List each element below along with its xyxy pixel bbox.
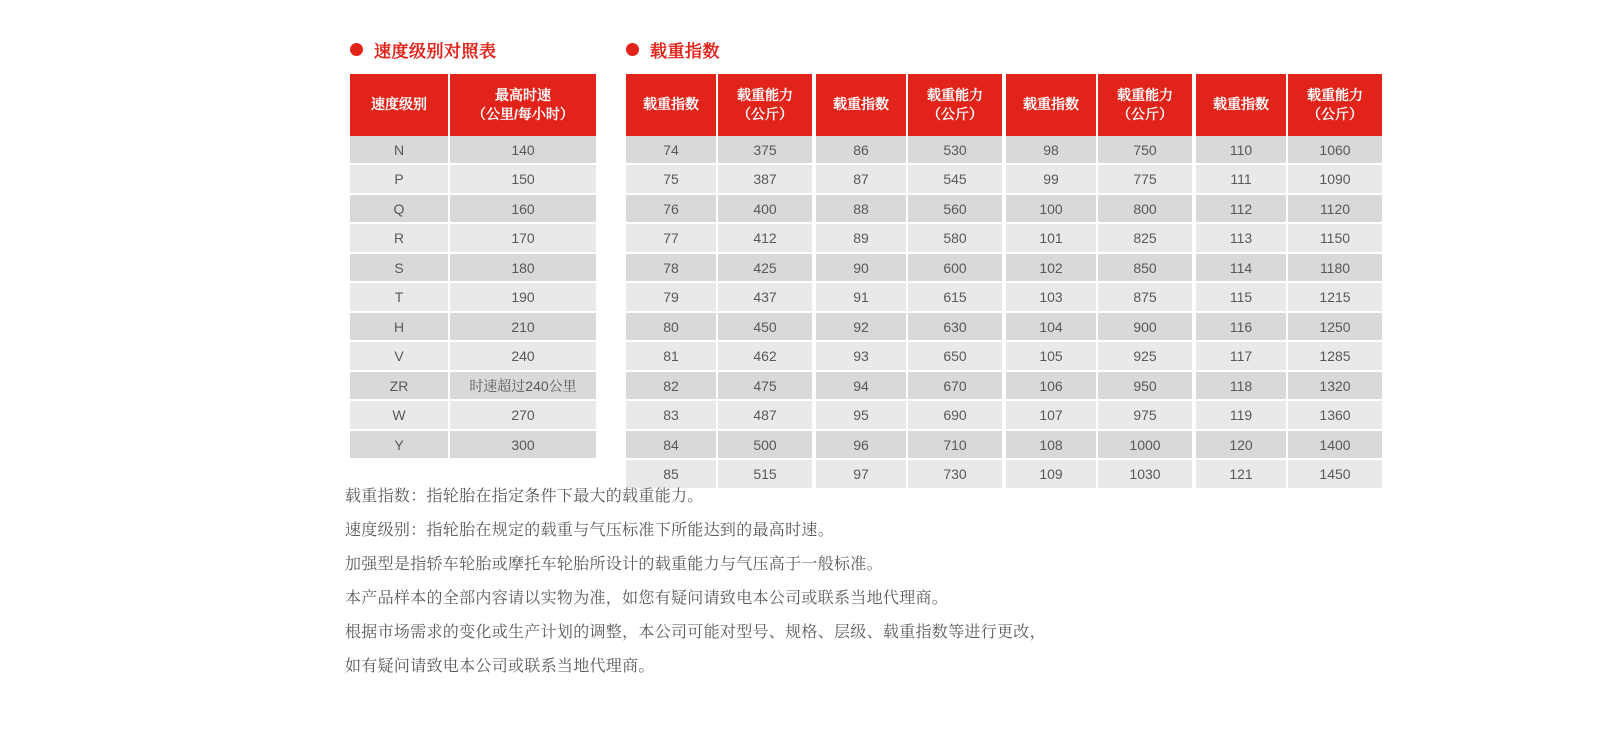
tables-container [350,34,1382,488]
load-header-capacity-line1: 载重能力 [1307,87,1363,103]
load-index-title [626,34,1382,64]
load-capacity-cell: 387 [717,164,814,194]
load-index-cell: 93 [814,341,907,371]
speed-value-cell: 300 [449,430,596,459]
load-capacity-cell: 1150 [1287,223,1382,253]
load-capacity-cell: 850 [1097,253,1194,283]
load-index-cell: 101 [1004,223,1097,253]
load-index-cell: 102 [1004,253,1097,283]
load-index-cell: 89 [814,223,907,253]
note-line: 根据市场需求的变化或生产计划的调整，本公司可能对型号、规格、层级、载重指数等进行更改， [345,624,1046,641]
speed-table-head [350,74,596,136]
load-index-cell: 109 [1004,459,1097,488]
note-line: 本产品样本的全部内容请以实物为准，如您有疑问请致电本公司或联系当地代理商。 [345,590,949,607]
load-capacity-cell: 462 [717,341,814,371]
load-capacity-cell: 670 [907,371,1004,401]
load-index-cell: 90 [814,253,907,283]
speed-grade-cell: W [350,400,449,430]
load-index-cell: 105 [1004,341,1097,371]
load-index-cell: 115 [1194,282,1287,312]
load-capacity-cell: 775 [1097,164,1194,194]
speed-grade-cell: V [350,341,449,371]
table-row [626,282,1382,312]
load-index-cell: 80 [626,312,717,342]
load-capacity-cell: 975 [1097,400,1194,430]
table-row [350,400,596,430]
speed-value-cell: 180 [449,253,596,283]
load-index-cell: 100 [1004,194,1097,224]
load-index-cell: 106 [1004,371,1097,401]
load-capacity-cell: 1360 [1287,400,1382,430]
table-row [350,164,596,194]
load-capacity-cell: 825 [1097,223,1194,253]
load-header-capacity-line2: （公斤） [737,105,793,122]
table-row [626,400,1382,430]
load-capacity-cell: 750 [1097,136,1194,165]
load-header-capacity-line2: （公斤） [927,105,983,122]
load-header-capacity-line1: 载重能力 [927,87,983,103]
load-index-cell: 87 [814,164,907,194]
load-capacity-cell: 450 [717,312,814,342]
load-capacity-cell: 1000 [1097,430,1194,460]
load-capacity-cell: 690 [907,400,1004,430]
load-index-cell: 114 [1194,253,1287,283]
speed-value-cell: 170 [449,223,596,253]
load-capacity-cell: 800 [1097,194,1194,224]
speed-rating-block [350,34,596,458]
table-row [626,341,1382,371]
table-row [626,253,1382,283]
table-row [626,136,1382,165]
load-capacity-cell: 1090 [1287,164,1382,194]
load-index-table [626,74,1382,488]
speed-grade-cell: T [350,282,449,312]
table-row [626,164,1382,194]
speed-table-body [350,136,596,459]
load-index-cell: 78 [626,253,717,283]
load-index-cell: 121 [1194,459,1287,488]
load-capacity-cell: 600 [907,253,1004,283]
load-capacity-cell: 1250 [1287,312,1382,342]
load-index-cell: 97 [814,459,907,488]
speed-grade-cell: H [350,312,449,342]
load-capacity-cell: 1320 [1287,371,1382,401]
load-index-cell: 112 [1194,194,1287,224]
table-row [350,371,596,401]
load-table-head [626,74,1382,136]
speed-value-cell: 240 [449,341,596,371]
load-capacity-cell: 487 [717,400,814,430]
table-row [626,223,1382,253]
load-index-cell: 118 [1194,371,1287,401]
load-index-cell: 103 [1004,282,1097,312]
speed-grade-cell: R [350,223,449,253]
table-row [626,430,1382,460]
load-header-capacity [907,74,1004,136]
table-header-row [626,74,1382,136]
load-index-cell: 81 [626,341,717,371]
load-capacity-cell: 630 [907,312,1004,342]
speed-grade-cell: N [350,136,449,165]
table-row [626,371,1382,401]
load-capacity-cell: 500 [717,430,814,460]
load-capacity-cell: 900 [1097,312,1194,342]
load-header-capacity-line2: （公斤） [1307,105,1363,122]
speed-value-cell: 270 [449,400,596,430]
load-index-cell: 84 [626,430,717,460]
table-header-row [350,74,596,136]
load-capacity-cell: 580 [907,223,1004,253]
load-capacity-cell: 475 [717,371,814,401]
load-index-cell: 117 [1194,341,1287,371]
table-row [350,312,596,342]
load-capacity-cell: 875 [1097,282,1194,312]
speed-grade-cell: ZR [350,371,449,401]
speed-header-max-speed-line2: （公里/每小时） [472,105,574,122]
load-capacity-cell: 560 [907,194,1004,224]
speed-rating-table [350,74,596,458]
speed-value-cell: 160 [449,194,596,224]
speed-grade-cell: P [350,164,449,194]
table-row [350,253,596,283]
load-index-cell: 77 [626,223,717,253]
load-index-cell: 116 [1194,312,1287,342]
load-capacity-cell: 730 [907,459,1004,488]
load-index-cell: 91 [814,282,907,312]
table-row [350,194,596,224]
note-line: 加强型是指轿车轮胎或摩托车轮胎所设计的载重能力与气压高于一般标准。 [345,556,883,573]
load-capacity-cell: 1215 [1287,282,1382,312]
load-index-cell: 108 [1004,430,1097,460]
load-capacity-cell: 1060 [1287,136,1382,165]
table-row [350,341,596,371]
load-capacity-cell: 412 [717,223,814,253]
load-index-cell: 75 [626,164,717,194]
load-index-cell: 111 [1194,164,1287,194]
load-index-cell: 92 [814,312,907,342]
load-capacity-cell: 375 [717,136,814,165]
load-index-cell: 83 [626,400,717,430]
speed-rating-title [350,34,596,64]
load-index-cell: 107 [1004,400,1097,430]
load-index-cell: 82 [626,371,717,401]
load-capacity-cell: 1450 [1287,459,1382,488]
speed-value-cell: 210 [449,312,596,342]
load-header-capacity [717,74,814,136]
load-capacity-cell: 1120 [1287,194,1382,224]
table-row [350,430,596,459]
note-line: 速度级别：指轮胎在规定的载重与气压标准下所能达到的最高时速。 [345,522,835,539]
load-index-cell: 95 [814,400,907,430]
speed-grade-cell: Y [350,430,449,459]
speed-grade-cell: Q [350,194,449,224]
load-index-cell: 74 [626,136,717,165]
speed-value-cell: 150 [449,164,596,194]
load-header-capacity-line2: （公斤） [1117,105,1173,122]
load-index-cell: 119 [1194,400,1287,430]
notes-section [345,480,1445,684]
load-index-cell: 113 [1194,223,1287,253]
load-index-cell: 88 [814,194,907,224]
load-capacity-cell: 925 [1097,341,1194,371]
load-index-cell: 86 [814,136,907,165]
load-capacity-cell: 515 [717,459,814,488]
load-capacity-cell: 1400 [1287,430,1382,460]
load-capacity-cell: 1285 [1287,341,1382,371]
load-capacity-cell: 530 [907,136,1004,165]
load-header-capacity [1097,74,1194,136]
load-index-cell: 104 [1004,312,1097,342]
load-capacity-cell: 650 [907,341,1004,371]
bullet-icon [350,43,363,56]
speed-header-max-speed [449,74,596,136]
speed-header-max-speed-line1: 最高时速 [495,87,551,103]
note-line: 载重指数：指轮胎在指定条件下最大的载重能力。 [345,488,704,505]
load-index-title-text: 载重指数 [650,41,720,61]
speed-value-cell: 时速超过240公里 [449,371,596,401]
table-row [350,282,596,312]
table-row [626,194,1382,224]
load-header-index: 载重指数 [1004,74,1097,136]
speed-rating-title-text: 速度级别对照表 [374,41,497,61]
load-index-cell: 99 [1004,164,1097,194]
load-header-index: 载重指数 [1194,74,1287,136]
load-index-cell: 76 [626,194,717,224]
load-table-body [626,136,1382,488]
load-capacity-cell: 437 [717,282,814,312]
speed-value-cell: 190 [449,282,596,312]
load-index-cell: 94 [814,371,907,401]
load-index-cell: 110 [1194,136,1287,165]
load-capacity-cell: 950 [1097,371,1194,401]
load-header-index: 载重指数 [814,74,907,136]
load-capacity-cell: 425 [717,253,814,283]
load-capacity-cell: 1030 [1097,459,1194,488]
table-row [626,312,1382,342]
load-capacity-cell: 710 [907,430,1004,460]
load-capacity-cell: 545 [907,164,1004,194]
load-index-cell: 79 [626,282,717,312]
load-header-capacity-line1: 载重能力 [737,87,793,103]
table-row [350,136,596,165]
load-index-cell: 96 [814,430,907,460]
load-capacity-cell: 615 [907,282,1004,312]
load-header-index: 载重指数 [626,74,717,136]
load-header-capacity-line1: 载重能力 [1117,87,1173,103]
note-line: 如有疑问请致电本公司或联系当地代理商。 [345,658,655,675]
load-capacity-cell: 400 [717,194,814,224]
load-capacity-cell: 1180 [1287,253,1382,283]
load-header-capacity [1287,74,1382,136]
speed-header-grade: 速度级别 [350,74,449,136]
load-index-block [626,34,1382,488]
load-index-cell: 120 [1194,430,1287,460]
speed-value-cell: 140 [449,136,596,165]
speed-grade-cell: S [350,253,449,283]
load-index-cell: 85 [626,459,717,488]
load-index-cell: 98 [1004,136,1097,165]
table-row [350,223,596,253]
bullet-icon [626,43,639,56]
